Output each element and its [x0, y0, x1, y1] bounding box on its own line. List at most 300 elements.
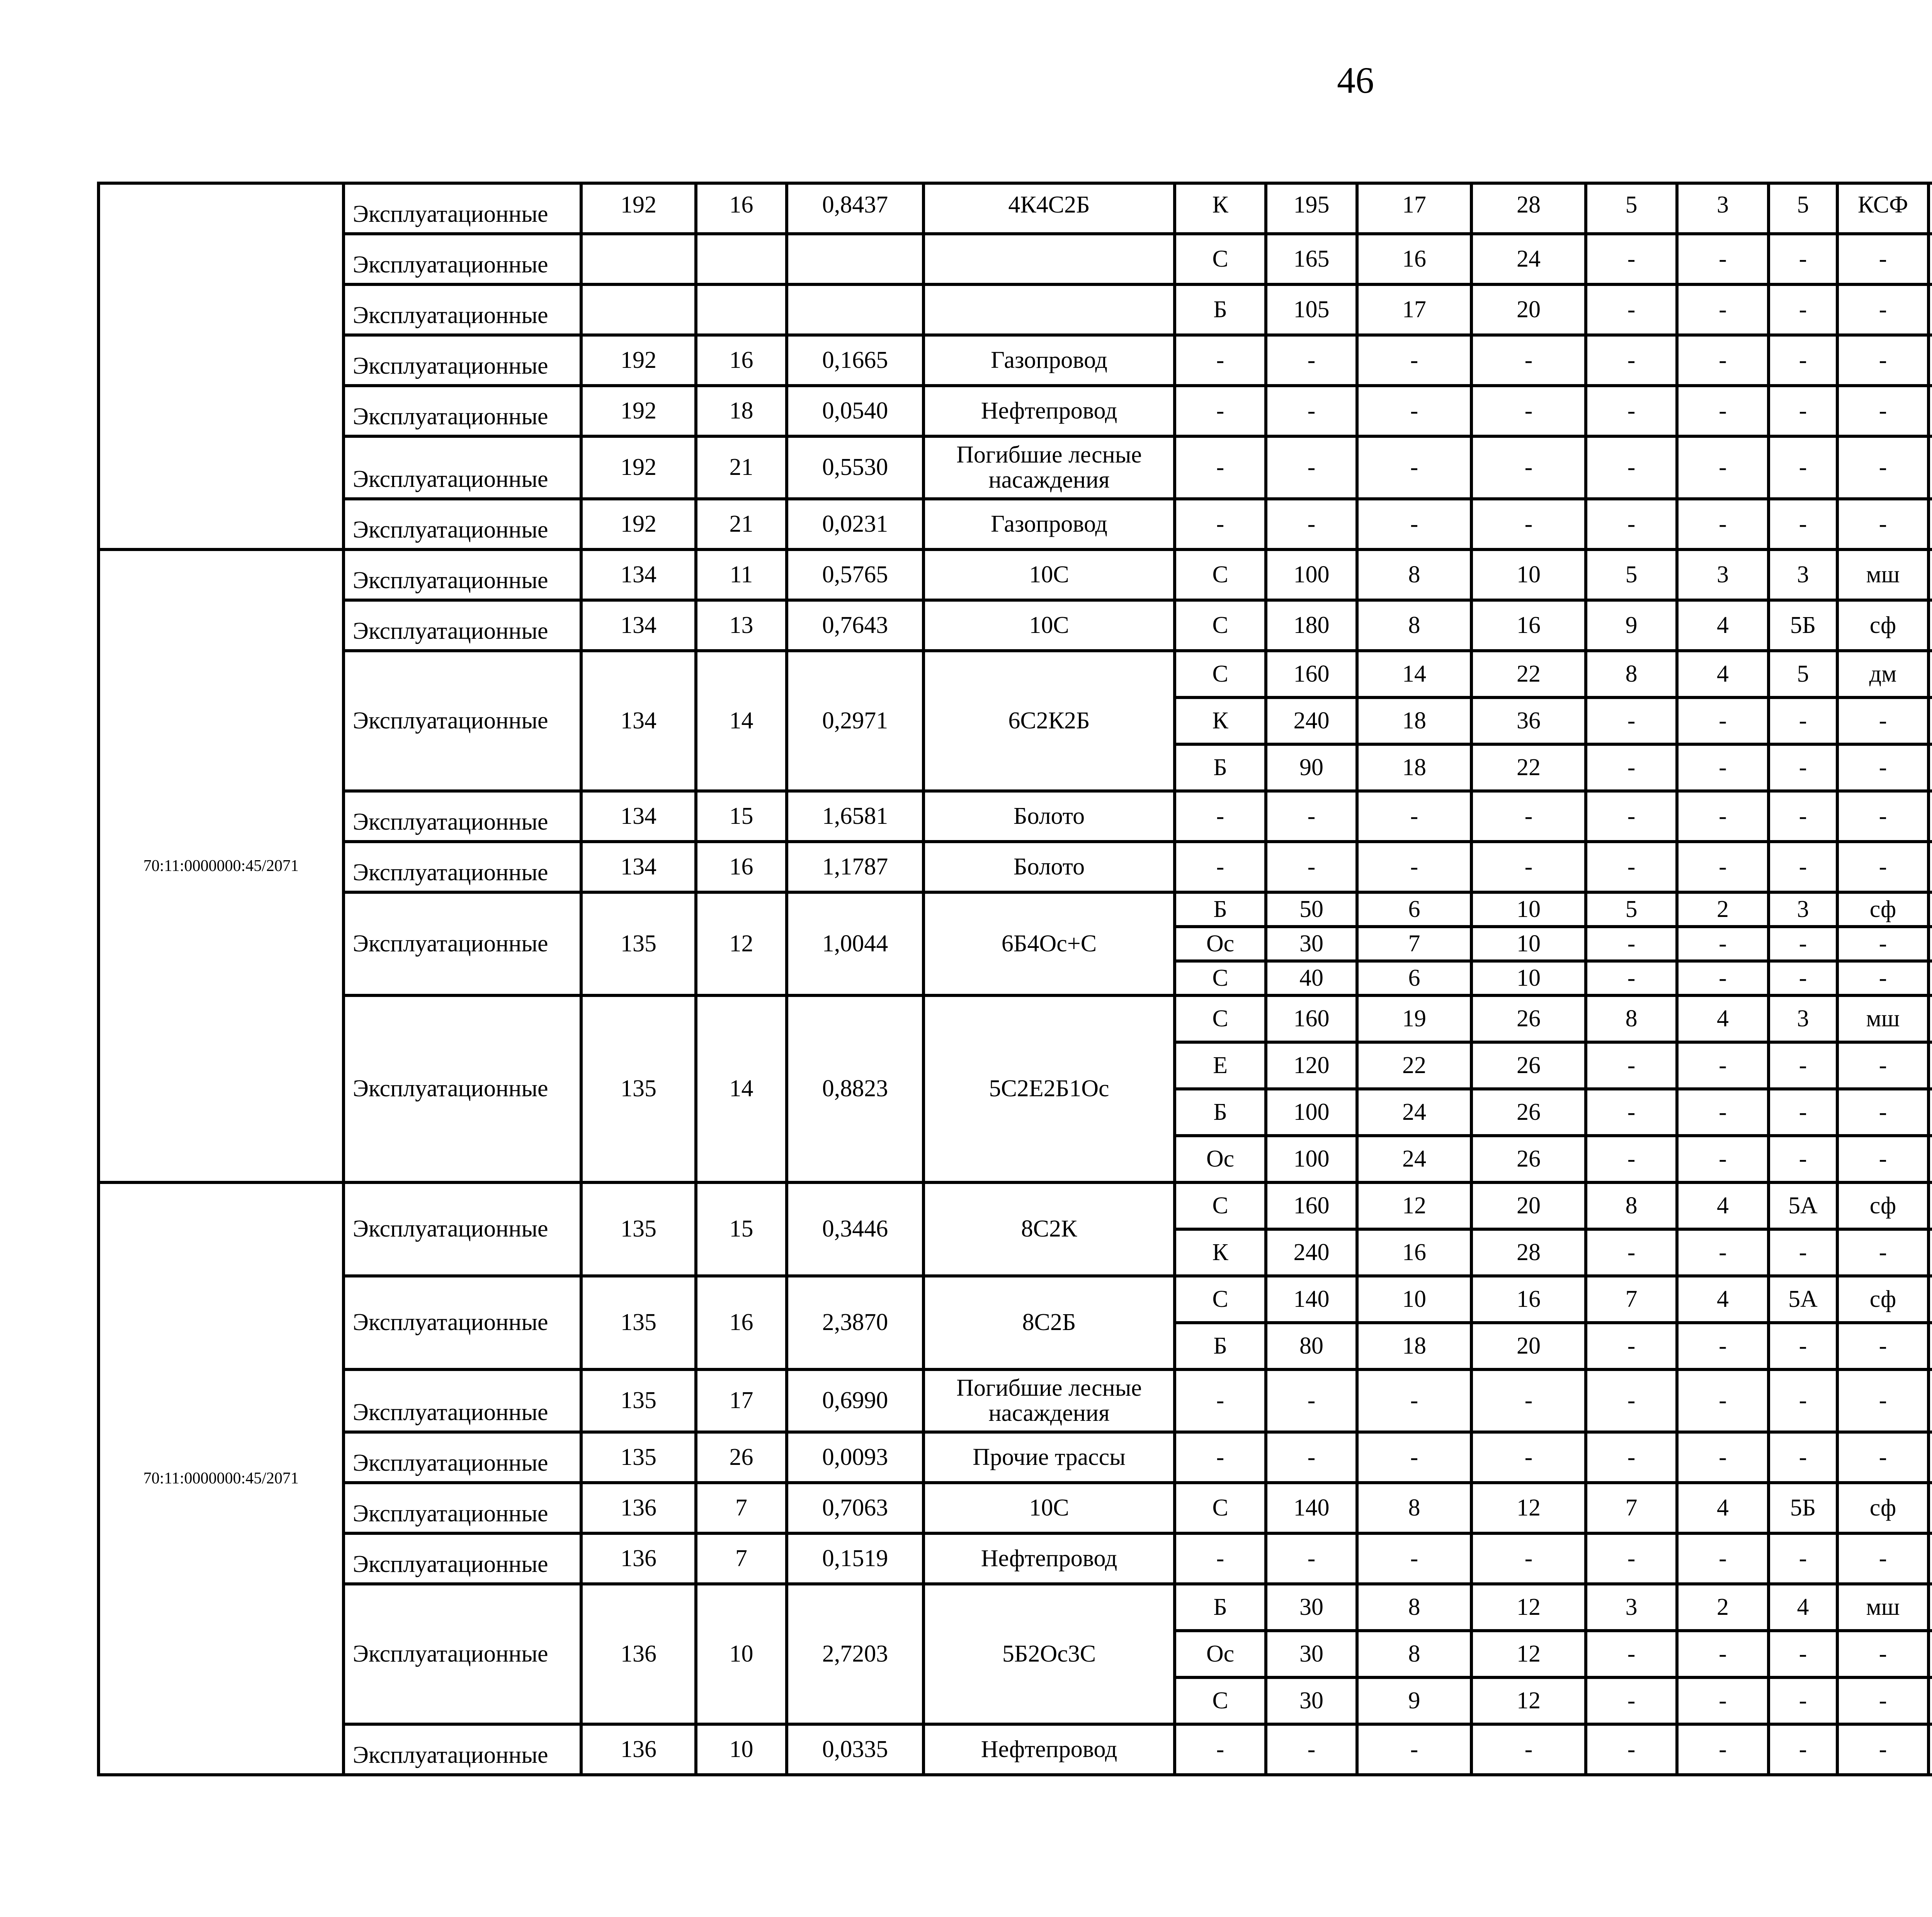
value-cell: -	[1586, 927, 1677, 961]
table-row	[99, 183, 1932, 234]
plot-cell: 26	[696, 1432, 787, 1483]
value-cell: -	[1586, 1533, 1677, 1584]
value-cell: 5	[1586, 183, 1677, 234]
age-cell: -	[1266, 1724, 1357, 1775]
quarter-cell: 192	[581, 386, 696, 436]
age-cell: 160	[1266, 1182, 1357, 1229]
table-row	[99, 892, 1932, 927]
value-cell: -	[1586, 234, 1677, 284]
value-cell: 5Б	[1769, 600, 1837, 651]
density-cell	[1929, 961, 1932, 995]
table-row	[99, 995, 1932, 1042]
age-cell: 30	[1266, 1584, 1357, 1631]
value-cell: 4	[1677, 600, 1769, 651]
composition-cell: 10С	[923, 1483, 1175, 1533]
value-cell: -	[1769, 1369, 1837, 1432]
species-cell: -	[1175, 791, 1266, 842]
area-cell: 0,5530	[787, 436, 923, 499]
area-cell: 2,3870	[787, 1276, 923, 1369]
forest-type-cell: -	[1837, 1229, 1929, 1276]
value-cell: -	[1769, 1533, 1837, 1584]
diameter-cell: 28	[1471, 183, 1586, 234]
diameter-cell: -	[1471, 791, 1586, 842]
forest-type-cell: -	[1837, 961, 1929, 995]
diameter-cell: 24	[1471, 234, 1586, 284]
category-cell: Эксплуатационные	[344, 284, 581, 335]
cadastral-number: 70:11:0000000:45/2071	[99, 549, 344, 1182]
value-cell: -	[1769, 284, 1837, 335]
value-cell: 7	[1586, 1276, 1677, 1323]
diameter-cell: 28	[1471, 1229, 1586, 1276]
value-cell: 7	[1586, 1483, 1677, 1533]
quarter-cell: 136	[581, 1584, 696, 1724]
species-cell: К	[1175, 1229, 1266, 1276]
age-cell: -	[1266, 1533, 1357, 1584]
diameter-cell: 12	[1471, 1584, 1586, 1631]
table-row	[99, 1182, 1932, 1229]
age-cell: 140	[1266, 1276, 1357, 1323]
forest-type-cell: мш	[1837, 1584, 1929, 1631]
plot-cell: 14	[696, 995, 787, 1182]
quarter-cell: 135	[581, 1432, 696, 1483]
age-cell: 105	[1266, 284, 1357, 335]
table-row	[99, 549, 1932, 600]
diameter-cell: 26	[1471, 1136, 1586, 1182]
plot-cell: 21	[696, 436, 787, 499]
species-cell: С	[1175, 961, 1266, 995]
diameter-cell: 20	[1471, 1323, 1586, 1369]
table-row	[99, 651, 1932, 697]
height-cell: 18	[1357, 1323, 1471, 1369]
species-cell: Б	[1175, 892, 1266, 927]
value-cell: 3	[1769, 549, 1837, 600]
height-cell: 17	[1357, 183, 1471, 234]
category-cell: Эксплуатационные	[344, 549, 581, 600]
density-cell	[1929, 1483, 1932, 1533]
category-cell: Эксплуатационные	[344, 791, 581, 842]
density-cell	[1929, 1369, 1932, 1432]
plot-cell	[696, 284, 787, 335]
density-cell	[1929, 892, 1932, 927]
density-cell	[1929, 1042, 1932, 1089]
age-cell: 30	[1266, 927, 1357, 961]
quarter-cell: 135	[581, 892, 696, 995]
area-cell: 0,0093	[787, 1432, 923, 1483]
plot-cell: 16	[696, 335, 787, 386]
value-cell: -	[1677, 1323, 1769, 1369]
height-cell: 18	[1357, 697, 1471, 744]
forest-type-cell: дм	[1837, 651, 1929, 697]
category-cell: Эксплуатационные	[344, 600, 581, 651]
value-cell: -	[1769, 1089, 1837, 1136]
value-cell: -	[1769, 927, 1837, 961]
density-cell	[1929, 927, 1932, 961]
diameter-cell: -	[1471, 436, 1586, 499]
area-cell: 0,0231	[787, 499, 923, 549]
diameter-cell: 10	[1471, 961, 1586, 995]
value-cell: -	[1769, 499, 1837, 549]
plot-cell: 13	[696, 600, 787, 651]
value-cell: 4	[1677, 1276, 1769, 1323]
species-cell: С	[1175, 1182, 1266, 1229]
composition-cell: 5С2Е2Б1Ос	[923, 995, 1175, 1182]
height-cell: 22	[1357, 1042, 1471, 1089]
forest-type-cell: -	[1837, 436, 1929, 499]
area-cell: 0,7643	[787, 600, 923, 651]
area-cell: 0,7063	[787, 1483, 923, 1533]
height-cell: 10	[1357, 1276, 1471, 1323]
value-cell: -	[1677, 1229, 1769, 1276]
age-cell: -	[1266, 1432, 1357, 1483]
value-cell: -	[1677, 1042, 1769, 1089]
value-cell: 5А	[1769, 1182, 1837, 1229]
value-cell: -	[1586, 1323, 1677, 1369]
density-cell	[1929, 1323, 1932, 1369]
value-cell: 2	[1677, 1584, 1769, 1631]
value-cell: -	[1677, 744, 1769, 791]
value-cell: -	[1677, 842, 1769, 892]
area-cell: 1,1787	[787, 842, 923, 892]
area-cell: 2,7203	[787, 1584, 923, 1724]
density-cell	[1929, 1136, 1932, 1182]
diameter-cell: -	[1471, 335, 1586, 386]
height-cell: 19	[1357, 995, 1471, 1042]
height-cell: 9	[1357, 1677, 1471, 1724]
forest-type-cell: -	[1837, 1323, 1929, 1369]
quarter-cell: 135	[581, 995, 696, 1182]
quarter-cell: 136	[581, 1483, 696, 1533]
area-cell: 0,8437	[787, 183, 923, 234]
forest-type-cell: сф	[1837, 1182, 1929, 1229]
density-cell	[1929, 1631, 1932, 1677]
height-cell: 8	[1357, 1631, 1471, 1677]
age-cell: 240	[1266, 1229, 1357, 1276]
plot-cell: 16	[696, 1276, 787, 1369]
table-row	[99, 436, 1932, 499]
value-cell: -	[1769, 1432, 1837, 1483]
value-cell: -	[1677, 335, 1769, 386]
value-cell: -	[1586, 499, 1677, 549]
forest-type-cell: сф	[1837, 1483, 1929, 1533]
height-cell: 14	[1357, 651, 1471, 697]
diameter-cell: -	[1471, 499, 1586, 549]
height-cell: -	[1357, 791, 1471, 842]
value-cell: -	[1769, 961, 1837, 995]
plot-cell: 7	[696, 1533, 787, 1584]
value-cell: -	[1769, 386, 1837, 436]
value-cell: -	[1769, 1677, 1837, 1724]
composition-cell: 4К4С2Б	[923, 183, 1175, 234]
height-cell: -	[1357, 335, 1471, 386]
age-cell: 195	[1266, 183, 1357, 234]
forest-type-cell: -	[1837, 284, 1929, 335]
value-cell: -	[1677, 927, 1769, 961]
plot-cell: 15	[696, 791, 787, 842]
height-cell: 12	[1357, 1182, 1471, 1229]
species-cell: С	[1175, 651, 1266, 697]
area-cell: 1,6581	[787, 791, 923, 842]
forest-type-cell: мш	[1837, 995, 1929, 1042]
age-cell: -	[1266, 791, 1357, 842]
quarter-cell: 192	[581, 183, 696, 234]
age-cell: 140	[1266, 1483, 1357, 1533]
plot-cell	[696, 234, 787, 284]
value-cell: -	[1586, 436, 1677, 499]
height-cell: -	[1357, 386, 1471, 436]
value-cell: 9	[1586, 600, 1677, 651]
table-row	[99, 1533, 1932, 1584]
value-cell: -	[1586, 386, 1677, 436]
density-cell	[1929, 234, 1932, 284]
table-row	[99, 499, 1932, 549]
category-cell: Эксплуатационные	[344, 1369, 581, 1432]
species-cell: С	[1175, 600, 1266, 651]
age-cell: 90	[1266, 744, 1357, 791]
diameter-cell: -	[1471, 1432, 1586, 1483]
diameter-cell: 26	[1471, 1089, 1586, 1136]
forest-type-cell: -	[1837, 842, 1929, 892]
value-cell: -	[1769, 842, 1837, 892]
composition-cell: Прочие трассы	[923, 1432, 1175, 1483]
density-cell	[1929, 1724, 1932, 1775]
density-cell	[1929, 697, 1932, 744]
composition-cell: Газопровод	[923, 335, 1175, 386]
diameter-cell: -	[1471, 842, 1586, 892]
table-row	[99, 1584, 1932, 1631]
diameter-cell: 10	[1471, 927, 1586, 961]
table-row	[99, 1369, 1932, 1432]
diameter-cell: 12	[1471, 1483, 1586, 1533]
value-cell: 5	[1586, 549, 1677, 600]
diameter-cell: 36	[1471, 697, 1586, 744]
quarter-cell: 134	[581, 549, 696, 600]
height-cell: -	[1357, 436, 1471, 499]
species-cell: -	[1175, 499, 1266, 549]
category-cell: Эксплуатационные	[344, 1432, 581, 1483]
table-row	[99, 284, 1932, 335]
quarter-cell: 136	[581, 1533, 696, 1584]
height-cell: -	[1357, 842, 1471, 892]
forest-type-cell: -	[1837, 791, 1929, 842]
forest-inventory-table	[97, 182, 1932, 1776]
value-cell: 5А	[1769, 1276, 1837, 1323]
composition-cell: Газопровод	[923, 499, 1175, 549]
value-cell: -	[1586, 744, 1677, 791]
area-cell	[787, 284, 923, 335]
species-cell: С	[1175, 995, 1266, 1042]
composition-cell: 10С	[923, 600, 1175, 651]
area-cell: 0,2971	[787, 651, 923, 791]
height-cell: 7	[1357, 927, 1471, 961]
forest-type-cell: -	[1837, 1136, 1929, 1182]
species-cell: К	[1175, 697, 1266, 744]
value-cell: -	[1769, 335, 1837, 386]
composition-cell	[923, 234, 1175, 284]
value-cell: 4	[1677, 1483, 1769, 1533]
forest-type-cell: -	[1837, 697, 1929, 744]
age-cell: 100	[1266, 1089, 1357, 1136]
species-cell: -	[1175, 1432, 1266, 1483]
value-cell: -	[1586, 1369, 1677, 1432]
height-cell: 16	[1357, 1229, 1471, 1276]
value-cell: 3	[1769, 995, 1837, 1042]
age-cell: 165	[1266, 234, 1357, 284]
species-cell: К	[1175, 183, 1266, 234]
density-cell	[1929, 183, 1932, 234]
diameter-cell: 22	[1471, 744, 1586, 791]
forest-type-cell: -	[1837, 1089, 1929, 1136]
area-cell: 1,0044	[787, 892, 923, 995]
density-cell	[1929, 1432, 1932, 1483]
age-cell: 30	[1266, 1677, 1357, 1724]
age-cell: -	[1266, 1369, 1357, 1432]
value-cell: -	[1677, 1533, 1769, 1584]
quarter-cell	[581, 284, 696, 335]
age-cell: 180	[1266, 600, 1357, 651]
species-cell: С	[1175, 1483, 1266, 1533]
value-cell: -	[1769, 234, 1837, 284]
forest-type-cell: -	[1837, 1369, 1929, 1432]
quarter-cell: 135	[581, 1276, 696, 1369]
table-row	[99, 1483, 1932, 1533]
composition-cell: Нефтепровод	[923, 1533, 1175, 1584]
density-cell	[1929, 791, 1932, 842]
forest-type-cell: -	[1837, 1724, 1929, 1775]
table-row	[99, 1432, 1932, 1483]
age-cell: 100	[1266, 549, 1357, 600]
forest-type-cell: сф	[1837, 600, 1929, 651]
forest-type-cell: -	[1837, 335, 1929, 386]
density-cell	[1929, 651, 1932, 697]
species-cell: С	[1175, 549, 1266, 600]
forest-type-cell: сф	[1837, 892, 1929, 927]
forest-type-cell: -	[1837, 234, 1929, 284]
category-cell: Эксплуатационные	[344, 651, 581, 791]
density-cell	[1929, 1182, 1932, 1229]
quarter-cell	[581, 234, 696, 284]
value-cell: 4	[1677, 995, 1769, 1042]
diameter-cell: 22	[1471, 651, 1586, 697]
value-cell: 4	[1769, 1584, 1837, 1631]
area-cell: 0,6990	[787, 1369, 923, 1432]
quarter-cell: 135	[581, 1369, 696, 1432]
area-cell: 0,1519	[787, 1533, 923, 1584]
value-cell: -	[1769, 791, 1837, 842]
height-cell: 8	[1357, 1483, 1471, 1533]
value-cell: -	[1677, 1369, 1769, 1432]
density-cell	[1929, 386, 1932, 436]
value-cell: -	[1677, 1432, 1769, 1483]
value-cell: -	[1586, 697, 1677, 744]
value-cell: 3	[1769, 892, 1837, 927]
category-cell: Эксплуатационные	[344, 234, 581, 284]
forest-type-cell: -	[1837, 1432, 1929, 1483]
composition-cell: Нефтепровод	[923, 386, 1175, 436]
composition-cell: Погибшие лесные насаждения	[923, 1369, 1175, 1432]
diameter-cell: 16	[1471, 600, 1586, 651]
species-cell: -	[1175, 1533, 1266, 1584]
height-cell: 6	[1357, 961, 1471, 995]
plot-cell: 10	[696, 1724, 787, 1775]
age-cell: -	[1266, 499, 1357, 549]
value-cell: -	[1586, 1724, 1677, 1775]
value-cell: -	[1769, 1136, 1837, 1182]
density-cell	[1929, 284, 1932, 335]
composition-cell: 5Б2Ос3С	[923, 1584, 1175, 1724]
height-cell: 6	[1357, 892, 1471, 927]
diameter-cell: -	[1471, 1724, 1586, 1775]
value-cell: -	[1586, 1631, 1677, 1677]
category-cell: Эксплуатационные	[344, 892, 581, 995]
table-row	[99, 791, 1932, 842]
composition-cell: 6Б4Ос+С	[923, 892, 1175, 995]
density-cell	[1929, 1533, 1932, 1584]
category-cell: Эксплуатационные	[344, 386, 581, 436]
value-cell: 3	[1677, 549, 1769, 600]
density-cell	[1929, 549, 1932, 600]
category-cell: Эксплуатационные	[344, 1584, 581, 1724]
forest-type-cell: -	[1837, 386, 1929, 436]
value-cell: -	[1677, 436, 1769, 499]
table-row	[99, 335, 1932, 386]
diameter-cell: 12	[1471, 1677, 1586, 1724]
plot-cell: 14	[696, 651, 787, 791]
composition-cell	[923, 284, 1175, 335]
quarter-cell: 134	[581, 651, 696, 791]
species-cell: -	[1175, 386, 1266, 436]
value-cell: -	[1586, 1136, 1677, 1182]
species-cell: -	[1175, 1369, 1266, 1432]
category-cell: Эксплуатационные	[344, 1276, 581, 1369]
value-cell: -	[1769, 436, 1837, 499]
species-cell: С	[1175, 1276, 1266, 1323]
age-cell: 50	[1266, 892, 1357, 927]
value-cell: 4	[1677, 651, 1769, 697]
value-cell: -	[1677, 1677, 1769, 1724]
value-cell: 4	[1677, 1182, 1769, 1229]
species-cell: Ос	[1175, 927, 1266, 961]
species-cell: Б	[1175, 1089, 1266, 1136]
value-cell: -	[1586, 1042, 1677, 1089]
plot-cell: 12	[696, 892, 787, 995]
value-cell: -	[1677, 234, 1769, 284]
density-cell	[1929, 842, 1932, 892]
species-cell: -	[1175, 842, 1266, 892]
area-cell: 0,8823	[787, 995, 923, 1182]
height-cell: -	[1357, 1369, 1471, 1432]
composition-cell: 8С2К	[923, 1182, 1175, 1276]
forest-type-cell: -	[1837, 927, 1929, 961]
composition-cell: Болото	[923, 791, 1175, 842]
category-cell: Эксплуатационные	[344, 183, 581, 234]
value-cell: -	[1677, 1631, 1769, 1677]
composition-cell: 6С2К2Б	[923, 651, 1175, 791]
area-cell: 0,3446	[787, 1182, 923, 1276]
value-cell: -	[1677, 697, 1769, 744]
composition-cell: Нефтепровод	[923, 1724, 1175, 1775]
height-cell: -	[1357, 1724, 1471, 1775]
species-cell: С	[1175, 1677, 1266, 1724]
height-cell: 8	[1357, 1584, 1471, 1631]
value-cell: 3	[1586, 1584, 1677, 1631]
density-cell	[1929, 436, 1932, 499]
composition-cell: Погибшие лесные насаждения	[923, 436, 1175, 499]
density-cell	[1929, 499, 1932, 549]
height-cell: 24	[1357, 1089, 1471, 1136]
forest-type-cell: -	[1837, 1533, 1929, 1584]
plot-cell: 16	[696, 842, 787, 892]
quarter-cell: 135	[581, 1182, 696, 1276]
